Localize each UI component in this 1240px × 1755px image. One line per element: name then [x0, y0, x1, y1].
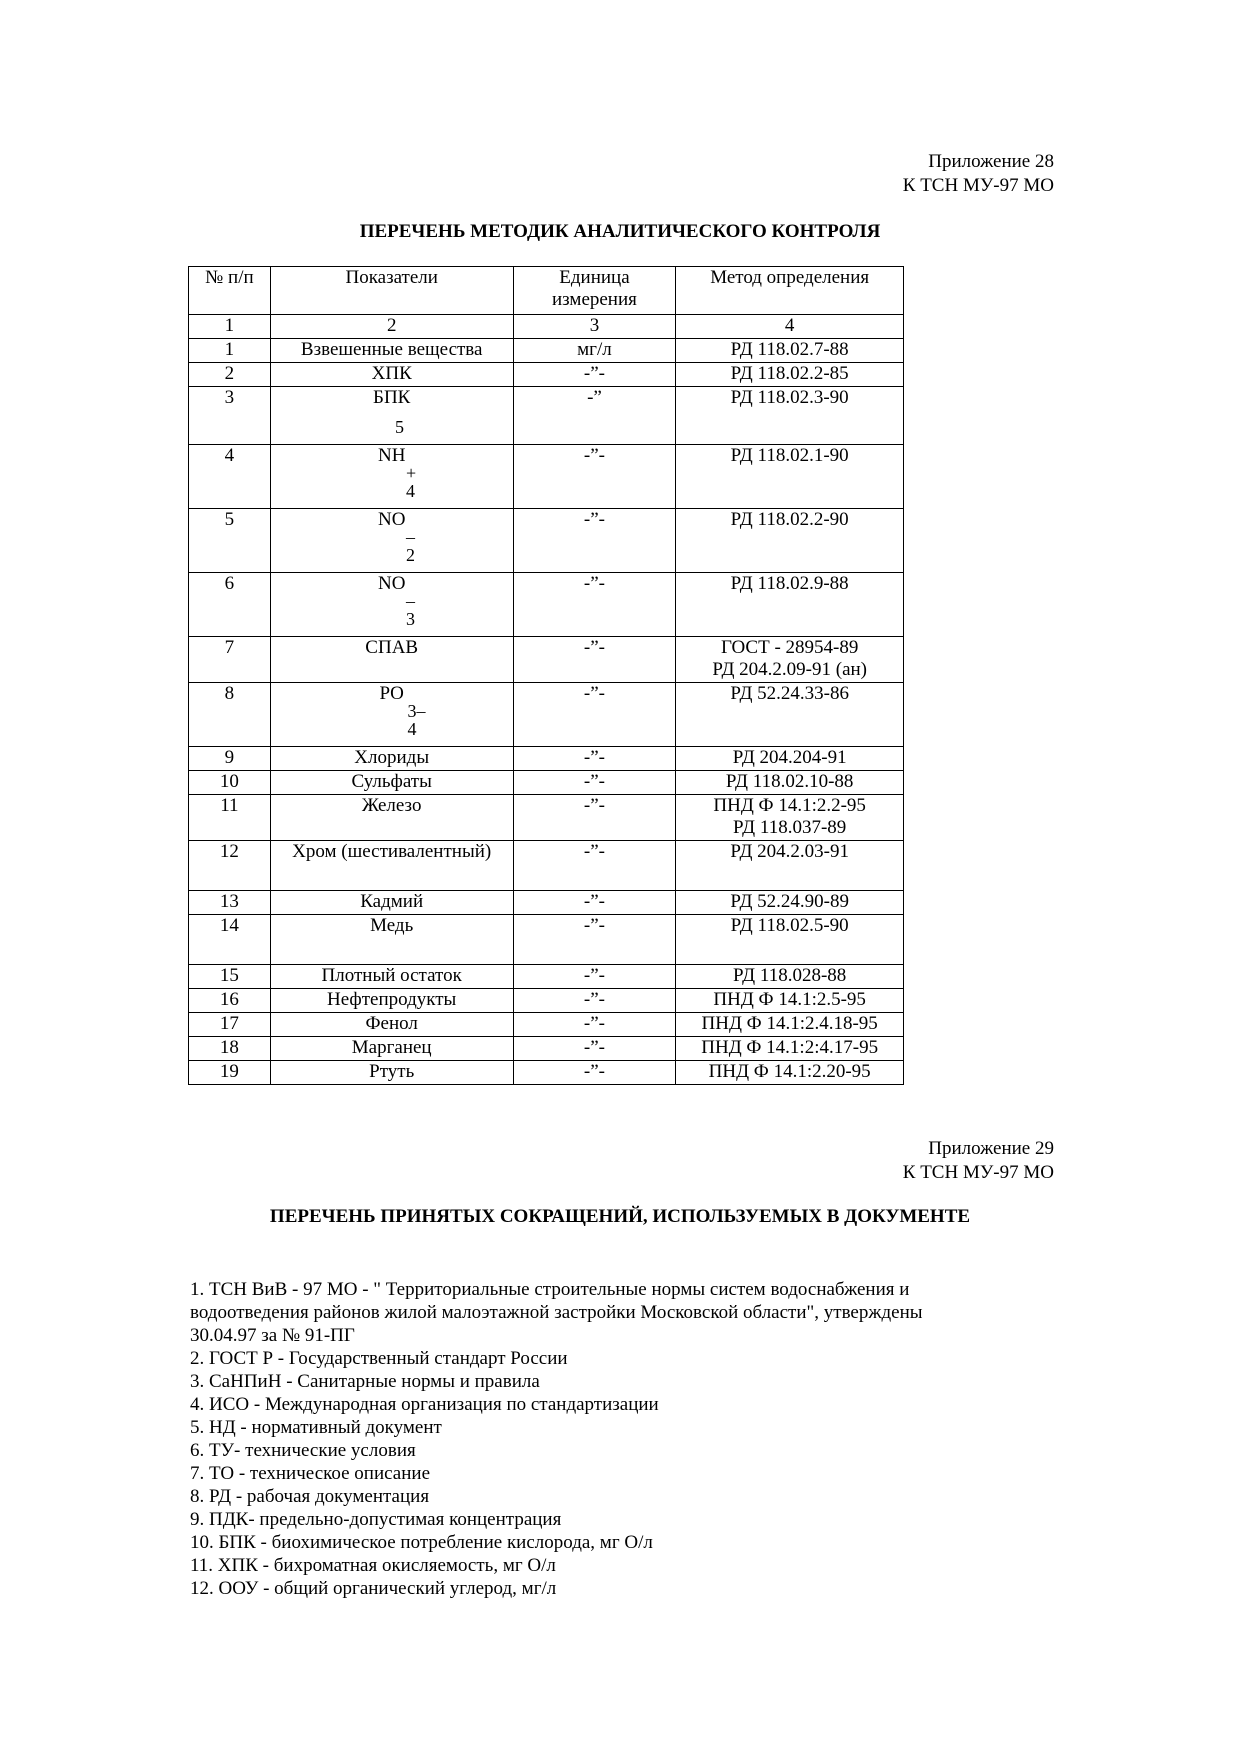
indicator-formula: [372, 363, 412, 385]
ion-charge: +: [405, 463, 417, 483]
method-cell: [676, 771, 904, 795]
unit-cell: -”-: [513, 915, 676, 965]
table-row: [189, 363, 904, 387]
table-row: [189, 771, 904, 795]
indicator-cell: [270, 445, 513, 509]
method-cell: [676, 989, 904, 1013]
indicator-name: Хлориды: [354, 747, 430, 768]
indicator-cell: [270, 771, 513, 795]
indicator-cell: [270, 841, 513, 891]
methods-table: [188, 266, 904, 1085]
indicator-formula: [352, 1037, 432, 1059]
row-number: 10: [189, 771, 271, 795]
abbreviation-line: 1. ТСН ВиВ - 97 МО - " Территориальные строительные нормы систем водоснабжения и: [190, 1279, 910, 1300]
row-number: 1: [189, 339, 271, 363]
formula-subscript: 4: [407, 719, 417, 739]
unit-cell: -”-: [513, 747, 676, 771]
abbreviation-line: 5. НД - нормативный документ: [190, 1417, 442, 1438]
abbreviation-line: 3. СаНПиН - Санитарные нормы и правила: [190, 1371, 540, 1392]
header-number: № п/п: [189, 267, 271, 315]
unit-cell: -”-: [513, 965, 676, 989]
appendix-29-header: [903, 1137, 1054, 1185]
abbreviations-title: ПЕРЕЧЕНЬ ПРИНЯТЫХ СОКРАЩЕНИЙ, ИСПОЛЬЗУЕМЫХ В ДОКУМЕНТЕ: [269, 1206, 971, 1227]
row-number: 13: [189, 891, 271, 915]
indicator-cell: [270, 891, 513, 915]
abbreviation-line: 2. ГОСТ Р - Государственный стандарт России: [190, 1348, 568, 1369]
table-row: [189, 965, 904, 989]
indicator-cell: [270, 683, 513, 747]
header-unit: Единица измерения: [513, 267, 676, 315]
indicator-name: Кадмий: [360, 891, 424, 912]
table-row: [189, 891, 904, 915]
indicator-formula: [369, 1061, 414, 1083]
indicator-name: Ртуть: [369, 1061, 415, 1082]
indicator-name: NH: [377, 445, 406, 466]
indicator-name: NO: [377, 509, 406, 530]
row-number: 17: [189, 1013, 271, 1037]
method-code: ПНД Ф 14.1:2:4.17-95: [701, 1037, 879, 1058]
row-number: 7: [189, 637, 271, 683]
column-number-row: [189, 315, 904, 339]
indicator-cell: [270, 363, 513, 387]
method-cell: [676, 683, 904, 747]
indicator-formula: [366, 1013, 418, 1035]
table-header-row: [189, 267, 904, 315]
method-cell: [676, 1013, 904, 1037]
unit-cell: -”-: [513, 445, 676, 509]
indicator-cell: [270, 1037, 513, 1061]
table-row: [189, 339, 904, 363]
unit-cell: -”-: [513, 989, 676, 1013]
method-cell: [676, 387, 904, 445]
column-number: 3: [513, 315, 676, 339]
method-cell: [676, 795, 904, 841]
indicator-name: Фенол: [365, 1013, 418, 1034]
abbreviation-line: водоотведения районов жилой малоэтажной застройки Московской области", утверждены: [190, 1302, 923, 1323]
unit-cell: -”-: [513, 1013, 676, 1037]
indicator-formula: [292, 841, 491, 863]
formula-subscript: 2: [405, 545, 415, 565]
formula-subscript: 4: [405, 481, 415, 501]
methods-list-title: ПЕРЕЧЕНЬ МЕТОДИК АНАЛИТИЧЕСКОГО КОНТРОЛЯ: [359, 221, 881, 242]
indicator-formula: [377, 573, 415, 629]
indicator-formula: [377, 509, 415, 565]
row-number: 11: [189, 795, 271, 841]
indicator-cell: [270, 915, 513, 965]
method-code: РД 204.2.03-91: [730, 841, 850, 862]
unit-cell: -”-: [513, 637, 676, 683]
unit-cell: -”: [513, 387, 676, 445]
unit-cell: -”-: [513, 573, 676, 637]
indicator-formula: [370, 915, 413, 937]
indicator-cell: [270, 637, 513, 683]
method-cell: [676, 891, 904, 915]
table-row: [189, 683, 904, 747]
method-cell: [676, 747, 904, 771]
indicator-cell: [270, 1013, 513, 1037]
indicator-name: СПАВ: [365, 637, 419, 658]
indicator-formula: [327, 989, 456, 1011]
table-row: [189, 637, 904, 683]
ion-charge: –: [405, 527, 415, 547]
formula-subscript: 3: [405, 609, 415, 629]
method-code: РД 52.24.33-86: [730, 683, 850, 704]
method-code: ПНД Ф 14.1:2.2-95: [713, 795, 866, 816]
indicator-formula: [373, 387, 411, 437]
abbreviations-list: [190, 1278, 1050, 1600]
header-method: Метод определения: [676, 267, 904, 315]
table-row: [189, 795, 904, 841]
indicator-cell: [270, 747, 513, 771]
header-indicator: Показатели: [270, 267, 513, 315]
methods-table-body: [189, 267, 904, 1085]
method-code: РД 118.028-88: [733, 965, 847, 986]
table-row: [189, 387, 904, 445]
abbreviation-line: 8. РД - рабочая документация: [190, 1486, 430, 1507]
method-cell: [676, 841, 904, 891]
indicator-cell: [270, 509, 513, 573]
indicator-formula: [352, 771, 432, 793]
ion-charge: –: [405, 591, 415, 611]
indicator-name: Хром (шестивалентный): [292, 841, 492, 862]
unit-cell: -”-: [513, 363, 676, 387]
appendix-28-header: [903, 150, 1054, 198]
appendix-29-number: Приложение 29: [928, 1138, 1054, 1159]
table-row: [189, 989, 904, 1013]
abbreviation-line: 7. ТО - техническое описание: [190, 1463, 431, 1484]
indicator-formula: [354, 747, 429, 769]
indicator-name: PO: [379, 683, 404, 704]
row-number: 8: [189, 683, 271, 747]
indicator-formula: [365, 637, 418, 659]
method-code: РД 118.02.5-90: [730, 915, 849, 936]
method-code: РД 118.02.10-88: [725, 771, 854, 792]
method-cell: [676, 965, 904, 989]
method-cell: [676, 1061, 904, 1085]
row-number: 18: [189, 1037, 271, 1061]
unit-cell: -”-: [513, 795, 676, 841]
abbreviation-line: 12. ООУ - общий органический углерод, мг/л: [190, 1578, 557, 1599]
abbreviation-line: 10. БПК - биохимическое потребление кислорода, мг О/л: [190, 1532, 653, 1553]
column-number: 4: [676, 315, 904, 339]
method-cell: [676, 339, 904, 363]
unit-cell: -”-: [513, 841, 676, 891]
formula-subscript: 5: [395, 417, 405, 437]
unit-cell: -”-: [513, 771, 676, 795]
indicator-name: Сульфаты: [351, 771, 432, 792]
table-row: [189, 509, 904, 573]
appendix-28-reference: К ТСН МУ-97 МО: [902, 175, 1054, 196]
unit-cell: -”-: [513, 1061, 676, 1085]
abbreviation-line: 9. ПДК- предельно-допустимая концентрация: [190, 1509, 562, 1530]
row-number: 2: [189, 363, 271, 387]
method-cell: [676, 637, 904, 683]
row-number: 15: [189, 965, 271, 989]
indicator-formula: [360, 891, 423, 913]
method-code: РД 52.24.90-89: [730, 891, 850, 912]
method-code: ПНД Ф 14.1:2.20-95: [708, 1061, 871, 1082]
method-code: РД 118.02.2-85: [730, 363, 849, 384]
indicator-name: БПК: [373, 387, 411, 408]
table-row: [189, 1037, 904, 1061]
column-number: 1: [189, 315, 271, 339]
indicator-cell: [270, 989, 513, 1013]
method-cell: [676, 915, 904, 965]
method-code: РД 118.02.3-90: [730, 387, 849, 408]
method-code: ГОСТ - 28954-89: [720, 637, 859, 658]
indicator-formula: [322, 965, 462, 987]
method-code: ПНД Ф 14.1:2.4.18-95: [701, 1013, 878, 1034]
indicator-name: Железо: [361, 795, 422, 816]
abbreviation-line: 30.04.97 за № 91-ПГ: [190, 1325, 355, 1346]
abbreviation-line: 11. ХПК - бихроматная окисляемость, мг О/л: [190, 1555, 556, 1576]
indicator-name: Взвешенные вещества: [300, 339, 483, 360]
unit-cell: -”-: [513, 891, 676, 915]
row-number: 4: [189, 445, 271, 509]
indicator-cell: [270, 1061, 513, 1085]
ion-charge: 3–: [407, 701, 426, 721]
indicator-cell: [270, 339, 513, 363]
method-code: РД 118.02.7-88: [730, 339, 849, 360]
unit-cell: -”-: [513, 1037, 676, 1061]
table-row: [189, 747, 904, 771]
row-number: 6: [189, 573, 271, 637]
indicator-cell: [270, 965, 513, 989]
table-row: [189, 841, 904, 891]
indicator-formula: [301, 339, 483, 361]
table-row: [189, 573, 904, 637]
indicator-cell: [270, 387, 513, 445]
appendix-28-number: Приложение 28: [928, 151, 1054, 172]
row-number: 5: [189, 509, 271, 573]
indicator-name: Медь: [370, 915, 414, 936]
indicator-formula: [362, 795, 422, 817]
indicator-formula: [379, 683, 426, 739]
method-code: РД 118.02.9-88: [730, 573, 849, 594]
row-number: 3: [189, 387, 271, 445]
method-code: РД 204.204-91: [732, 747, 847, 768]
method-code-secondary: РД 118.037-89: [733, 817, 847, 838]
unit-cell: -”-: [513, 683, 676, 747]
row-number: 12: [189, 841, 271, 891]
row-number: 9: [189, 747, 271, 771]
unit-cell: мг/л: [513, 339, 676, 363]
method-code: РД 118.02.2-90: [730, 509, 849, 530]
table-row: [189, 915, 904, 965]
column-number: 2: [270, 315, 513, 339]
row-number: 14: [189, 915, 271, 965]
method-code: РД 118.02.1-90: [730, 445, 849, 466]
unit-cell: -”-: [513, 509, 676, 573]
row-number: 19: [189, 1061, 271, 1085]
indicator-name: Марганец: [351, 1037, 432, 1058]
table-row: [189, 1013, 904, 1037]
indicator-cell: [270, 573, 513, 637]
method-cell: [676, 363, 904, 387]
table-row: [189, 445, 904, 509]
method-cell: [676, 509, 904, 573]
method-cell: [676, 573, 904, 637]
abbreviation-line: 4. ИСО - Международная организация по стандартизации: [190, 1394, 659, 1415]
indicator-name: Плотный остаток: [321, 965, 462, 986]
indicator-cell: [270, 795, 513, 841]
method-code: ПНД Ф 14.1:2.5-95: [713, 989, 866, 1010]
row-number: 16: [189, 989, 271, 1013]
indicator-name: NO: [377, 573, 406, 594]
method-cell: [676, 445, 904, 509]
indicator-name: Нефтепродукты: [327, 989, 457, 1010]
table-row: [189, 1061, 904, 1085]
method-cell: [676, 1037, 904, 1061]
method-code-secondary: РД 204.2.09-91 (ан): [712, 659, 868, 680]
appendix-29-reference: К ТСН МУ-97 МО: [902, 1162, 1054, 1183]
indicator-name: ХПК: [371, 363, 412, 384]
indicator-formula: [377, 445, 417, 501]
abbreviation-line: 6. ТУ- технические условия: [190, 1440, 416, 1461]
